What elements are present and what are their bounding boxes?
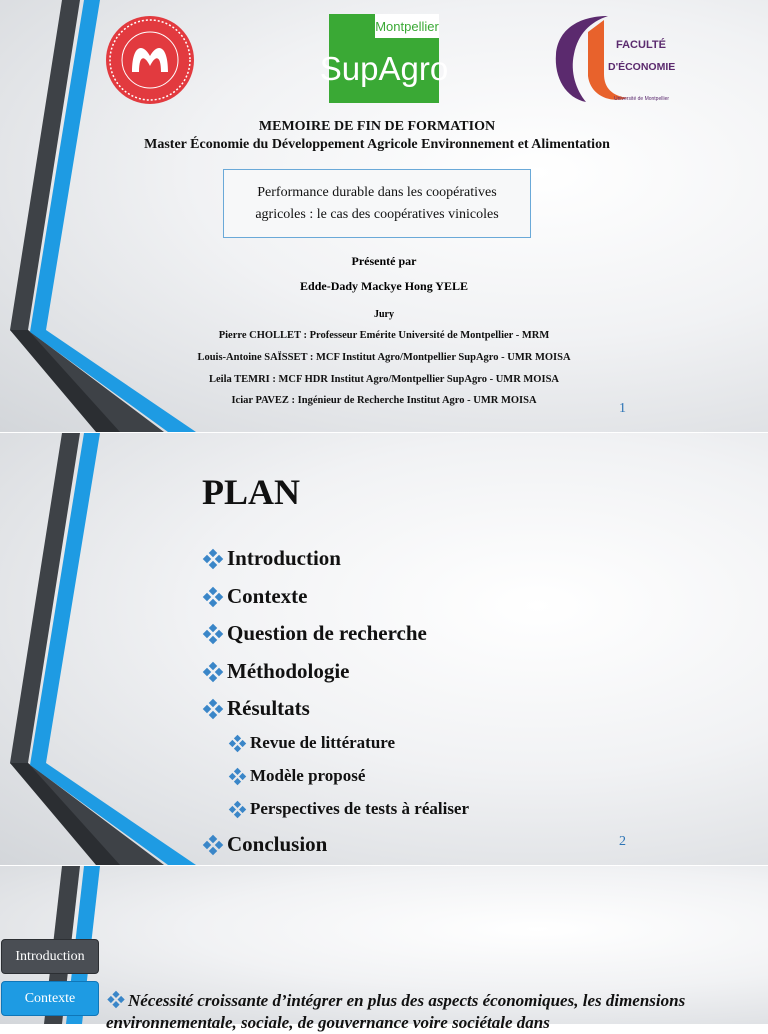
jury-label: Jury bbox=[374, 309, 394, 320]
page-number: 2 bbox=[619, 834, 626, 849]
diamond-bullet-icon bbox=[202, 835, 224, 855]
plan-subitem-label: Perspectives de tests à réaliser bbox=[250, 799, 470, 818]
plan-item-label: Méthodologie bbox=[227, 659, 350, 683]
universite-montpellier-logo bbox=[106, 16, 194, 104]
plan-item-methodologie bbox=[202, 659, 349, 684]
svg-text:SupAgro: SupAgro bbox=[319, 50, 449, 87]
intro-paragraph bbox=[106, 990, 746, 1034]
svg-text:FACULTÉ: FACULTÉ bbox=[616, 39, 666, 51]
plan-subitem-label: Revue de littérature bbox=[250, 733, 396, 752]
diamond-bullet-icon bbox=[202, 587, 224, 607]
jury-member: Leila TEMRI : MCF HDR Institut Agro/Montpellier SupAgro - UMR MOISA bbox=[208, 374, 559, 385]
plan-item-label: Contexte bbox=[227, 584, 308, 608]
diamond-bullet-icon bbox=[202, 699, 224, 719]
plan-item-question bbox=[202, 621, 427, 646]
plan-item-conclusion bbox=[202, 832, 327, 857]
faculte-economie-logo bbox=[548, 14, 676, 104]
plan-subitem-modele bbox=[228, 766, 365, 786]
thesis-subject-box bbox=[223, 169, 531, 238]
plan-title: PLAN bbox=[202, 472, 300, 512]
nav-contexte-button[interactable]: Contexte bbox=[1, 981, 99, 1016]
diamond-bullet-icon bbox=[106, 991, 126, 1008]
jury-member: Iciar PAVEZ : Ingénieur de Recherche Institut Agro - UMR MOISA bbox=[231, 395, 537, 406]
diamond-bullet-icon bbox=[228, 801, 247, 818]
memoire-title: MEMOIRE DE FIN DE FORMATION bbox=[258, 119, 496, 134]
plan-item-resultats bbox=[202, 696, 310, 721]
nav-introduction-button[interactable]: Introduction bbox=[1, 939, 99, 974]
plan-subitem-revue bbox=[228, 733, 395, 753]
page-number: 1 bbox=[619, 401, 626, 416]
supagro-logo bbox=[319, 14, 449, 103]
master-title: Master Économie du Développement Agricole Environnement et Alimentation bbox=[144, 137, 610, 152]
slide-plan bbox=[0, 433, 768, 865]
diamond-bullet-icon bbox=[228, 735, 247, 752]
jury-member: Louis-Antoine SAÏSSET : MCF Institut Agro/Montpellier SupAgro - UMR MOISA bbox=[197, 352, 571, 363]
diamond-bullet-icon bbox=[228, 768, 247, 785]
plan-item-label: Résultats bbox=[227, 696, 310, 720]
svg-text:Université de Montpellier: Université de Montpellier bbox=[614, 96, 670, 102]
plan-item-label: Introduction bbox=[227, 546, 341, 570]
slide-title bbox=[0, 0, 768, 432]
intro-paragraph-text: Nécessité croissante d’intégrer en plus des aspects économiques, les dimensions environnementale, sociale, de gouvernance voire sociétale dans bbox=[106, 991, 686, 1032]
jury-member: Pierre CHOLLET : Professeur Emérite Université de Montpellier - MRM bbox=[218, 330, 550, 341]
subject-line-1: Performance durable dans les coopératives bbox=[257, 184, 497, 200]
svg-text:D'ÉCONOMIE: D'ÉCONOMIE bbox=[608, 61, 676, 73]
subject-line-2: agricoles : le cas des coopératives vinicoles bbox=[255, 206, 499, 222]
diamond-bullet-icon bbox=[202, 549, 224, 569]
plan-item-contexte bbox=[202, 584, 307, 609]
diamond-bullet-icon bbox=[202, 662, 224, 682]
diamond-bullet-icon bbox=[202, 624, 224, 644]
author-name: Edde-Dady Mackye Hong YELE bbox=[300, 279, 468, 293]
plan-item-label: Question de recherche bbox=[227, 621, 427, 645]
slide-introduction bbox=[0, 866, 768, 1032]
plan-subitem-perspectives bbox=[228, 799, 469, 819]
presented-by-label: Présenté par bbox=[351, 254, 417, 268]
svg-text:Montpellier: Montpellier bbox=[375, 19, 439, 34]
plan-item-introduction bbox=[202, 546, 341, 571]
plan-subitem-label: Modèle proposé bbox=[250, 766, 366, 785]
plan-item-label: Conclusion bbox=[227, 832, 328, 856]
